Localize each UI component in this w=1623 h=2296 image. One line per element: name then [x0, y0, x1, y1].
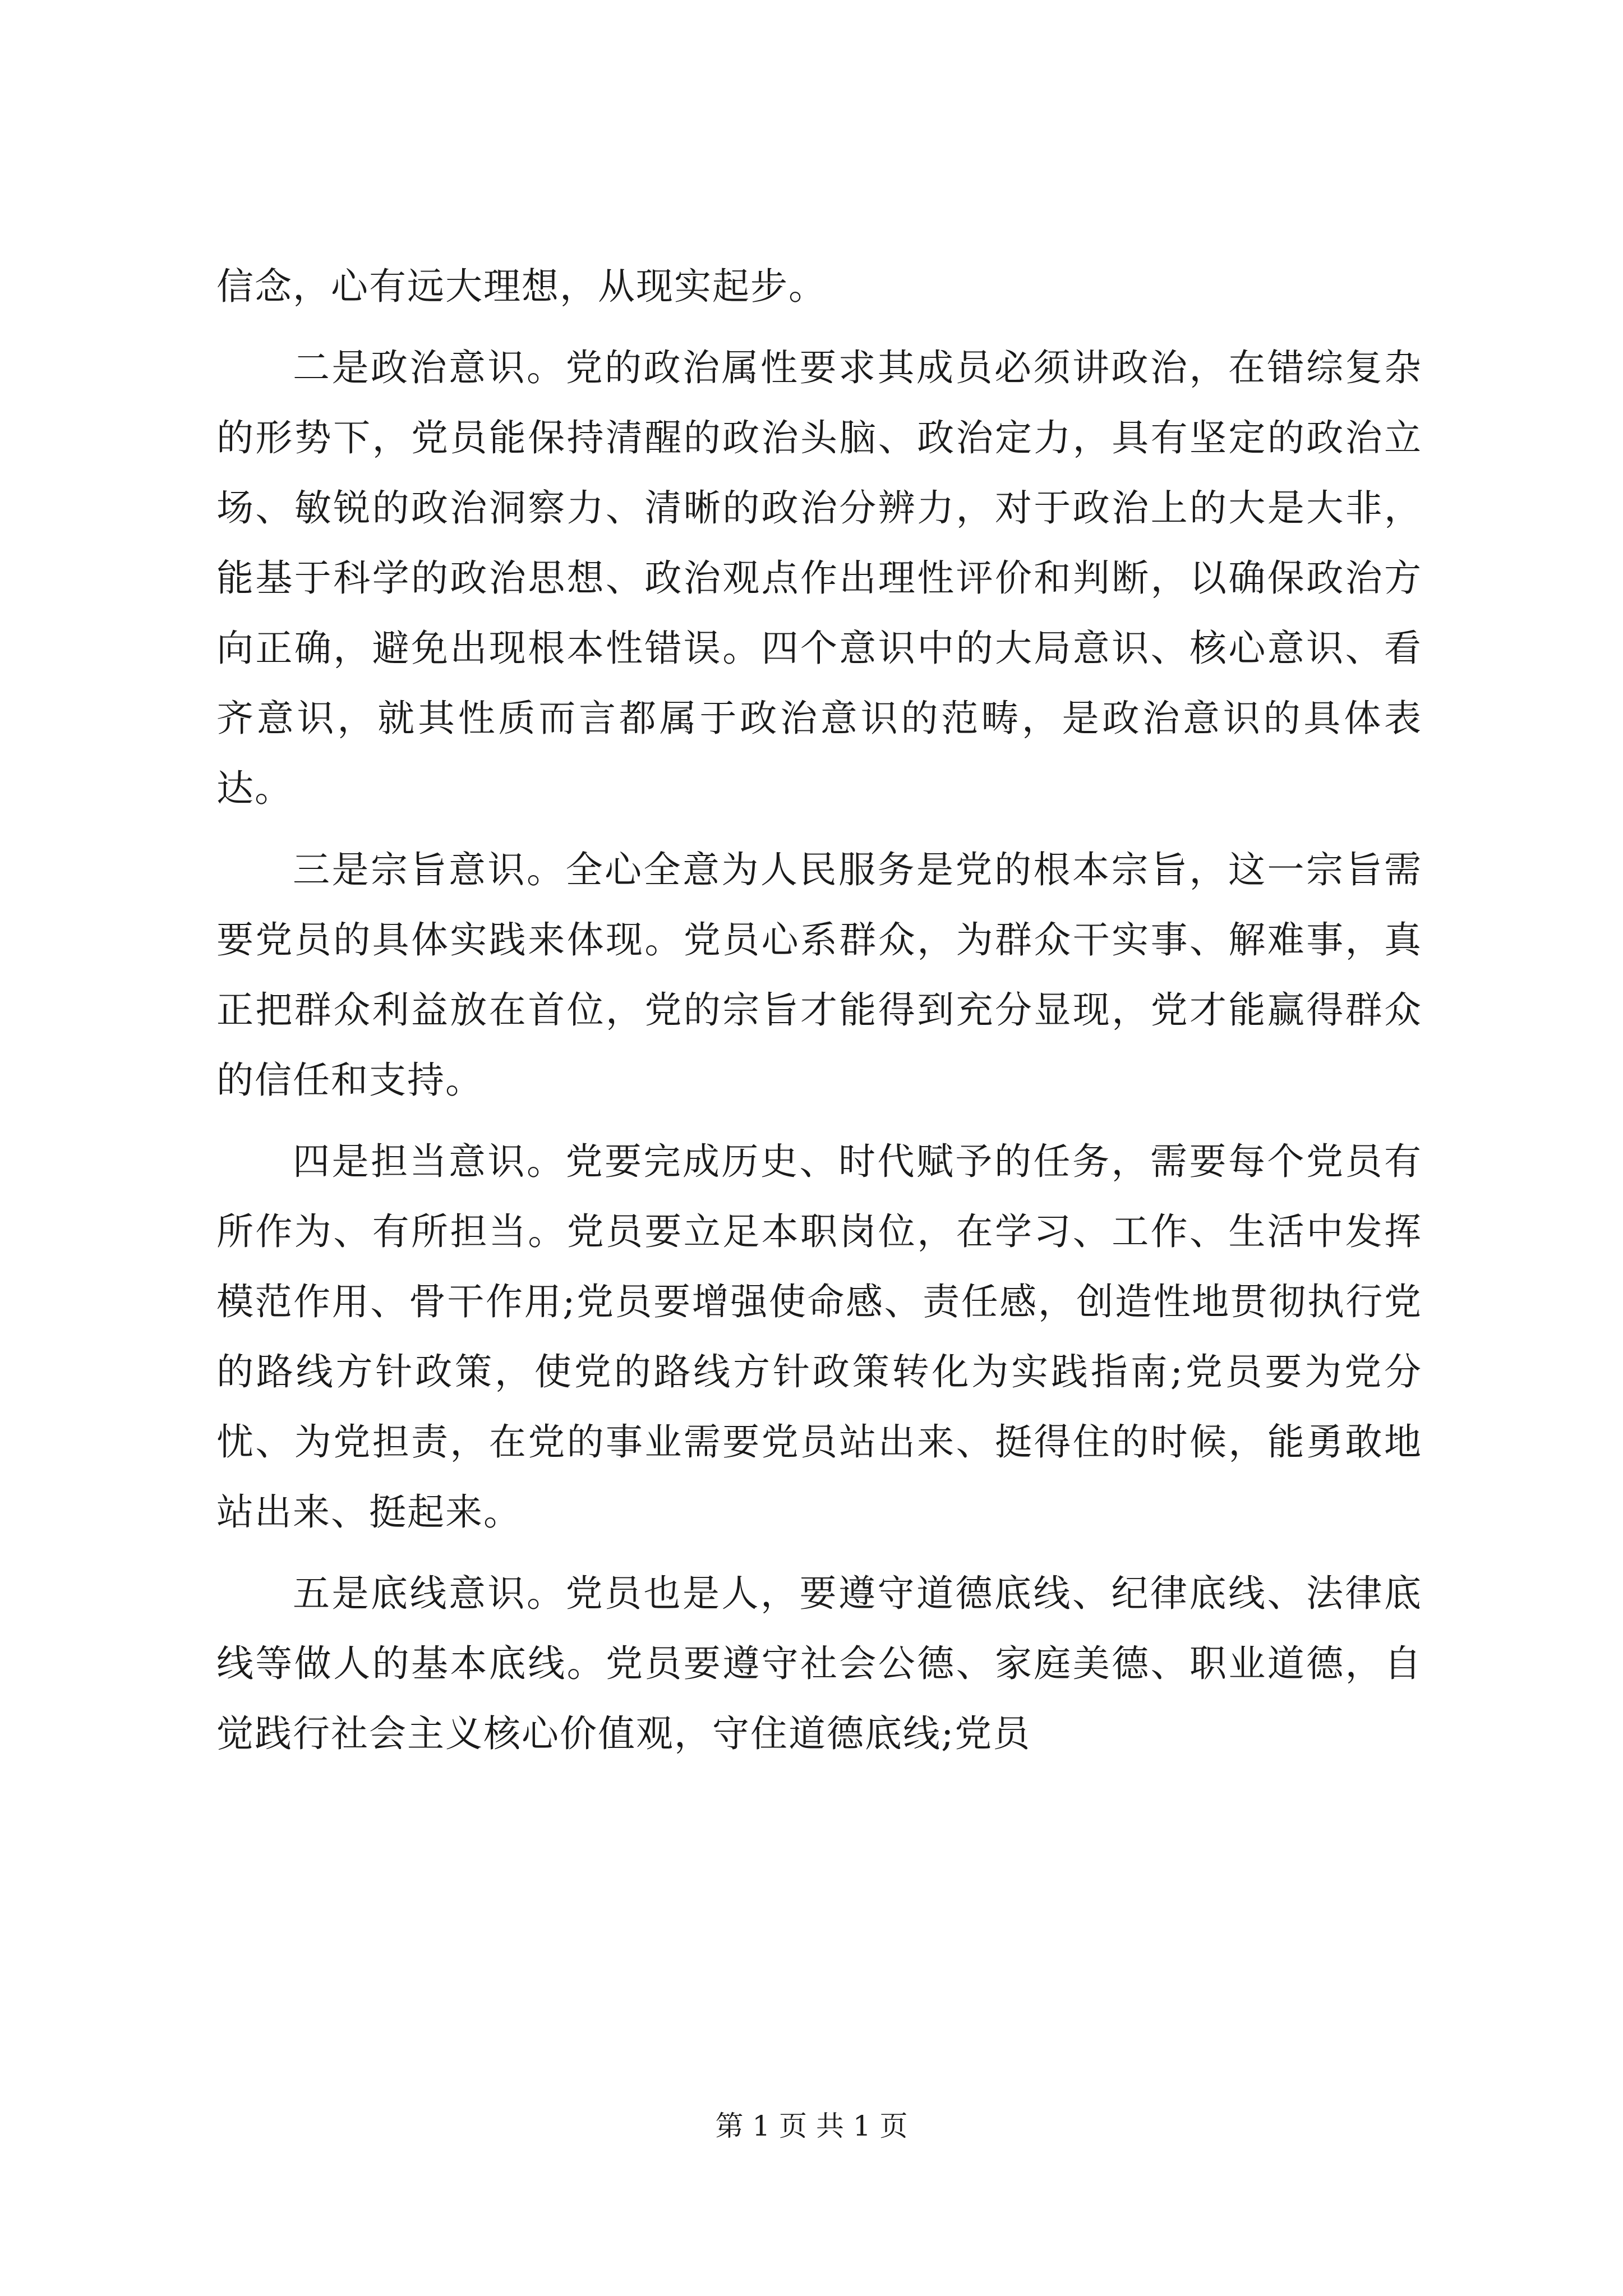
paragraph-5: 五是底线意识。党员也是人，要遵守道德底线、纪律底线、法律底线等做人的基本底线。党员要遵守社会公德、家庭美德、职业道德，自觉践行社会主义核心价值观，守住道德底线;党员 [216, 1572, 1422, 1755]
page-footer [0, 2109, 1623, 2143]
paragraph-2: 二是政治意识。党的政治属性要求其成员必须讲政治，在错综复杂的形势下，党员能保持清醒的政治头脑、政治定力，具有坚定的政治立场、敏锐的政治洞察力、清晰的政治分辨力，对于政治上的大是大非，能基于科学的政治思想、政治观点作出理性评价和判断，以确保政治方向正确，避免出现根本性错误。四个意识中的大局意识、核心意识、看齐意识，就其性质而言都属于政治意识的范畴，是政治意识的具体表达。 [216, 346, 1422, 810]
paragraph-3: 三是宗旨意识。全心全意为人民服务是党的根本宗旨，这一宗旨需要党员的具体实践来体现。党员心系群众，为群众干实事、解难事，真正把群众利益放在首位，党的宗旨才能得到充分显现，党才能赢得群众的信任和支持。 [216, 848, 1422, 1102]
document-body [216, 251, 1422, 1769]
paragraph-1: 信念，心有远大理想，从现实起步。 [216, 265, 827, 308]
page-number-label: 第 1 页 共 1 页 [715, 2110, 908, 2142]
paragraph-4: 四是担当意识。党要完成历史、时代赋予的任务，需要每个党员有所作为、有所担当。党员要立足本职岗位，在学习、工作、生活中发挥模范作用、骨干作用;党员要增强使命感、责任感，创造性地贯彻执行党的路线方针政策，使党的路线方针政策转化为实践指南;党员要为党分忧、为党担责，在党的事业需要党员站出来、挺得住的时候，能勇敢地站出来、挺起来。 [216, 1140, 1422, 1534]
